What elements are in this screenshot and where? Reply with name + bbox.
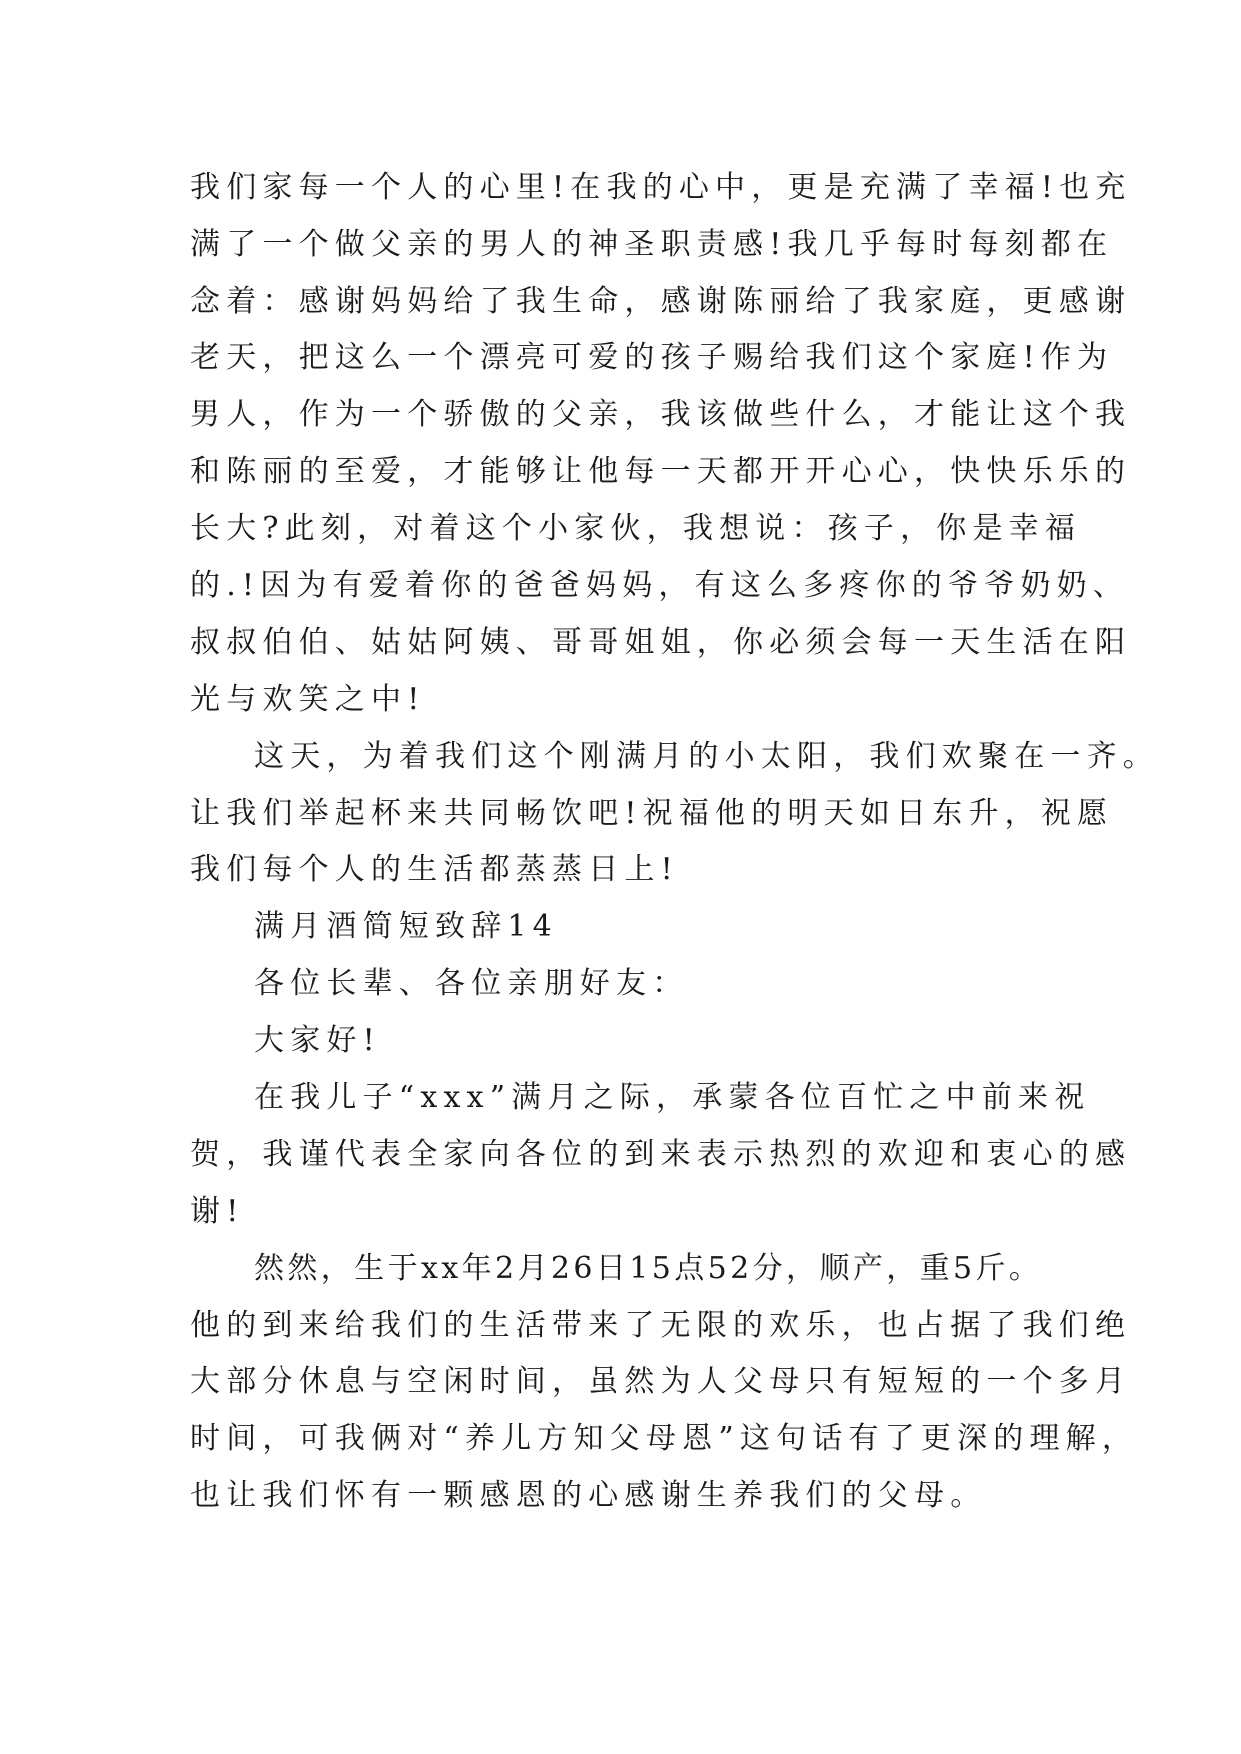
paragraph-line: 我们每个人的生活都蒸蒸日上! [190,852,679,887]
paragraph-line: 时间，可我俩对“养儿方知父母恩”这句话有了更深的理解， [190,1421,1139,1456]
paragraph-line: 的.!因为有爱着你的爸爸妈妈，有这么多疼你的爷爷奶奶、 [190,568,1129,603]
paragraph-line: 他的到来给我们的生活带来了无限的欢乐，也占据了我们绝 [190,1308,1132,1343]
paragraph-line: 叔叔伯伯、姑姑阿姨、哥哥姐姐，你必须会每一天生活在阳 [190,625,1132,660]
greeting: 大家好! [254,1023,381,1058]
paragraph-line: 满了一个做父亲的男人的神圣职责感!我几乎每时每刻都在 [190,227,1114,262]
paragraph-line: 贺，我谨代表全家向各位的到来表示热烈的欢迎和衷心的感 [190,1137,1132,1172]
paragraph-line: 长大?此刻，对着这个小家伙，我想说：孩子，你是幸福 [190,511,1082,546]
paragraph-line: 大部分休息与空闲时间，虽然为人父母只有短短的一个多月 [190,1364,1132,1399]
paragraph-line: 念着：感谢妈妈给了我生命，感谢陈丽给了我家庭，更感谢 [190,284,1132,319]
salutation: 各位长辈、各位亲朋好友： [254,966,689,1001]
section-heading: 满月酒简短致辞14 [254,909,558,944]
paragraph-line: 让我们举起杯来共同畅饮吧!祝福他的明天如日东升，祝愿 [190,796,1114,831]
paragraph-line: 然然，生于xx年2月26日15点52分，顺产，重5斤。 [254,1251,1043,1286]
paragraph-line: 老天，把这么一个漂亮可爱的孩子赐给我们这个家庭!作为 [190,340,1114,375]
paragraph-line: 男人，作为一个骄傲的父亲，我该做些什么，才能让这个我 [190,397,1132,432]
paragraph-line: 和陈丽的至爱，才能够让他每一天都开开心心，快快乐乐的 [190,454,1132,489]
paragraph-line: 也让我们怀有一颗感恩的心感谢生养我们的父母。 [190,1478,987,1513]
paragraph-line: 谢! [190,1194,245,1229]
paragraph-line: 在我儿子“xxx”满月之际，承蒙各位百忙之中前来祝 [254,1080,1091,1115]
paragraph-line: 这天，为着我们这个刚满月的小太阳，我们欢聚在一齐。 [254,739,1159,774]
paragraph-line: 光与欢笑之中! [190,682,426,717]
paragraph-line: 我们家每一个人的心里!在我的心中，更是充满了幸福!也充 [190,170,1132,205]
